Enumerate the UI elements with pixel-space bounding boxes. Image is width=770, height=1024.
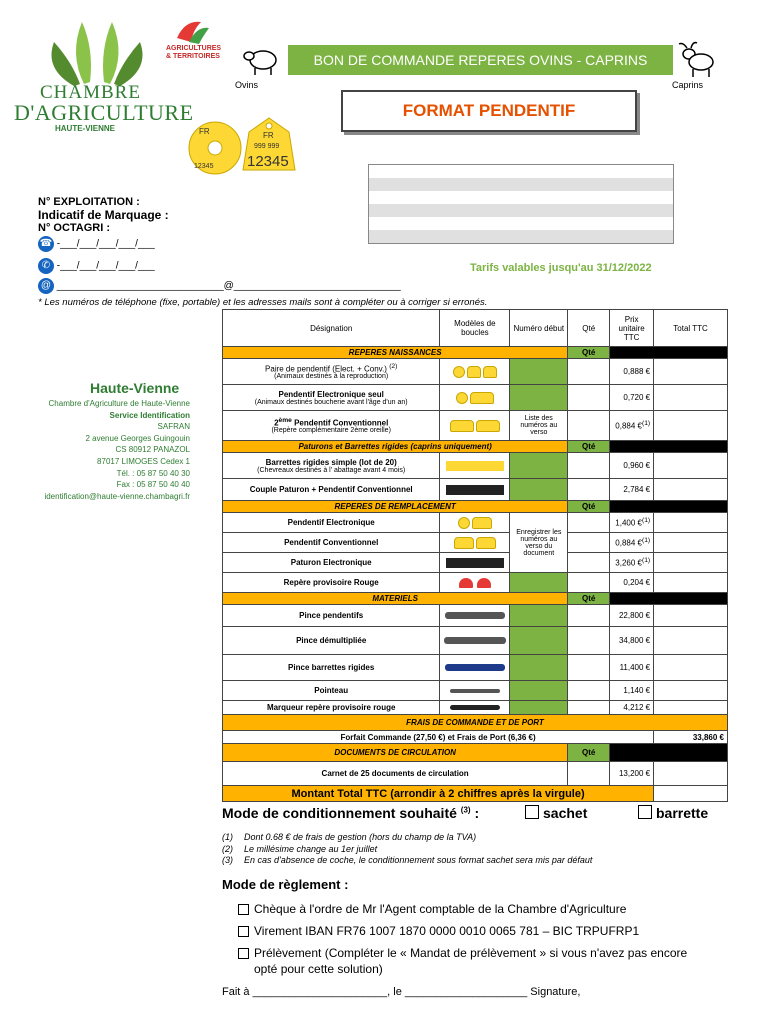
total-cell[interactable] <box>654 681 728 701</box>
flag-tag-fr: FR <box>263 131 274 140</box>
col-modeles: Modèles de boucles <box>440 310 510 347</box>
total-label: Montant Total TTC (arrondir à 2 chiffres après la virgule) <box>223 786 654 802</box>
flag-tag-num: 12345 <box>247 153 289 170</box>
table-row: Repère provisoire Rouge 0,204 € <box>223 573 728 593</box>
table-row: 2ème Pendentif Conventionnel (Repère complémentaire 2ème oreille) Liste des numéros au verso 0,884 €$^{(1)}$ <box>223 411 728 441</box>
section-row: REPERES DE REMPLACEMENT Qté <box>223 501 728 513</box>
header-title: BON DE COMMANDE REPERES OVINS - CAPRINS <box>288 45 673 75</box>
section-row: DOCUMENTS DE CIRCULATION Qté <box>223 744 728 762</box>
email-icon: @ <box>38 278 54 294</box>
marker-icon <box>440 701 510 715</box>
qty-input[interactable] <box>568 513 610 533</box>
footnotes: (1) Dont 0.68 € de frais de gestion (hors du champ de la TVA) (2) Le millésime change au 1er juillet (3) En cas d'absence de coche, le conditionnement sous format sachet sera mis par défaut <box>222 832 593 865</box>
section-naissances: REPERES NAISSANCES <box>223 347 568 359</box>
total-cell[interactable] <box>654 655 728 681</box>
total-cell[interactable] <box>654 573 728 593</box>
virement-option[interactable]: Virement IBAN FR76 1007 1870 0000 0010 0065 781 – BIC TRPUFRP1 <box>238 924 639 938</box>
sachet-option[interactable]: sachet <box>525 805 587 821</box>
qty-input[interactable] <box>568 411 610 441</box>
qty-input[interactable] <box>568 479 610 501</box>
total-cell[interactable] <box>654 701 728 715</box>
col-numero: Numéro début <box>510 310 568 347</box>
qty-input[interactable] <box>568 359 610 385</box>
total-cell[interactable] <box>654 762 728 786</box>
pendant-pair-image <box>440 359 510 385</box>
table-row: Paturon Electronique 3,260 €$^{(1)}$ <box>223 553 728 573</box>
identity-labels <box>38 196 169 235</box>
section-frais: FRAIS DE COMMANDE ET DE PORT <box>223 715 728 731</box>
awl-icon <box>440 681 510 701</box>
phone-icon: ☎ <box>38 236 54 252</box>
table-row: Pince pendentifs 22,800 € <box>223 605 728 627</box>
agri-logo-text: AGRICULTURES & TERRITOIRES <box>166 45 222 60</box>
contact-note: * Les numéros de téléphone (fixe, portable) et les adresses mails sont à compléter ou à corriger si erronés. <box>38 297 488 308</box>
qty-input[interactable] <box>568 701 610 715</box>
total-row <box>223 786 728 802</box>
prelevement-checkbox[interactable] <box>238 948 249 959</box>
section-row: Paturons et Barrettes rigides (caprins uniquement) Qté <box>223 441 728 453</box>
qty-input[interactable] <box>568 385 610 411</box>
paturon-image <box>440 479 510 501</box>
sheep-icon <box>241 40 281 78</box>
email-field[interactable]: ______________________________@______________________________ <box>56 280 401 292</box>
virement-checkbox[interactable] <box>238 926 249 937</box>
logo-name-line3: HAUTE-VIENNE <box>55 124 116 133</box>
goat-icon <box>677 40 717 80</box>
col-qte: Qté <box>568 310 610 347</box>
conditionnement-label: Mode de conditionnement souhaité $^{(3)}$ : <box>222 805 480 821</box>
table-row: Pointeau 1,140 € <box>223 681 728 701</box>
mobile-phone-icon: ✆ <box>38 258 54 274</box>
table-row: Pendentif Conventionnel 0,884 €$^{(1)}$ <box>223 533 728 553</box>
order-table <box>222 309 728 802</box>
qty-input[interactable] <box>568 762 610 786</box>
col-prix: Prix unitaire TTC <box>610 310 654 347</box>
table-row: Couple Paturon + Pendentif Conventionnel 2,784 € <box>223 479 728 501</box>
signature-line[interactable]: Fait à ______________________, le ____________________ Signature, <box>222 986 581 998</box>
phone-mobile-row[interactable] <box>38 258 155 274</box>
logo-name-line2: D'AGRICULTURE <box>14 100 194 125</box>
phone-fixed-field[interactable]: -___/___/___/___/___ <box>56 238 155 250</box>
total-cell[interactable] <box>654 385 728 411</box>
tarifs-validity: Tarifs valables jusqu'au 31/12/2022 <box>470 262 652 274</box>
electronic-tag-image <box>440 385 510 411</box>
qty-input[interactable] <box>568 681 610 701</box>
prelevement-option[interactable]: Prélèvement (Compléter le « Mandat de prélèvement » si vous n'avez pas encore <box>238 946 687 960</box>
format-title: FORMAT PENDENTIF <box>341 90 637 132</box>
email-row[interactable] <box>38 278 401 294</box>
table-row: Pince barrettes rigides 11,400 € <box>223 655 728 681</box>
pliers-icon <box>440 655 510 681</box>
ovins-label: Ovins <box>235 80 259 90</box>
grand-total-cell[interactable] <box>654 786 728 802</box>
section-row: MATERIELS Qté <box>223 593 728 605</box>
indicatif-label: Indicatif de Marquage : <box>38 208 169 222</box>
qty-input[interactable] <box>568 553 610 573</box>
sidebar-title: Haute-Vienne <box>90 380 180 396</box>
conventional-tag-image <box>440 411 510 441</box>
section-paturons: Paturons et Barrettes rigides (caprins uniquement) <box>223 441 568 453</box>
total-cell[interactable] <box>654 605 728 627</box>
exploitation-label: N° EXPLOITATION : <box>38 196 140 208</box>
ear-tags-preview <box>187 112 307 178</box>
table-header-row <box>223 310 728 347</box>
flag-tag-code: 999 999 <box>254 143 280 150</box>
prelevement-line2: opté pour cette solution) <box>254 962 383 976</box>
qty-input[interactable] <box>568 605 610 627</box>
row-paire-label: Paire de pendentif (Elect. + Conv.) <box>265 364 387 374</box>
barrettes-image <box>440 453 510 479</box>
reglement-label: Mode de règlement : <box>222 877 349 892</box>
barrette-checkbox[interactable] <box>638 805 652 819</box>
sachet-checkbox[interactable] <box>525 805 539 819</box>
phone-fixed-row[interactable] <box>38 236 155 252</box>
exploitation-info-box[interactable] <box>368 164 674 244</box>
section-materiels: MATERIELS <box>223 593 568 605</box>
red-tag-image <box>440 573 510 593</box>
table-row: Pince démultipliée 34,800 € <box>223 627 728 655</box>
section-remplacement: REPERES DE REMPLACEMENT <box>223 501 568 513</box>
qty-input[interactable] <box>568 655 610 681</box>
qty-input[interactable] <box>568 453 610 479</box>
table-row: Paire de pendentif (Elect. + Conv.) $^{(2)}$ (Animaux destinés à la reproduction) 0,888 € <box>223 359 728 385</box>
table-row: Forfait Commande (27,50 €) et Frais de Port (6,36 €) 33,860 € <box>223 731 728 744</box>
liste-numeros-note: Liste des numéros au verso <box>510 411 568 441</box>
sidebar-address: Chambre d'Agriculture de Haute-Vienne Service Identification SAFRAN 2 avenue Georges Guingouin CS 80912 PANAZOL 87017 LIMOGES Cedex 1 Tél. : 05 87 50 40 30 Fax : 05 87 50 40 40 identification@haute-vienne.chambagri.fr <box>44 399 190 501</box>
table-row: Pendentif Electronique Enregistrer les numéros au verso du document 1,400 €$^{(1)}$ <box>223 513 728 533</box>
col-designation: Désignation <box>223 310 440 347</box>
qty-input[interactable] <box>568 627 610 655</box>
total-cell[interactable] <box>654 513 728 533</box>
total-cell[interactable] <box>654 553 728 573</box>
logo-name-line1: CHAMBRE <box>40 82 141 103</box>
total-cell[interactable] <box>654 411 728 441</box>
round-tag-num: 12345 <box>194 163 214 170</box>
section-row <box>223 347 728 359</box>
enregistrer-note: Enregistrer les numéros au verso du document <box>510 513 568 573</box>
table-row: Barrettes rigides simple (lot de 20) (Chevreaux destinés à l' abattage avant 4 mois) 0,960 € <box>223 453 728 479</box>
round-tag-fr: FR <box>199 127 210 136</box>
octagri-label: N° OCTAGRI : <box>38 222 111 234</box>
pliers-icon <box>440 627 510 655</box>
total-cell[interactable] <box>654 453 728 479</box>
pliers-icon <box>440 605 510 627</box>
total-cell[interactable] <box>654 359 728 385</box>
table-row: Carnet de 25 documents de circulation 13,200 € <box>223 762 728 786</box>
section-row <box>223 715 728 731</box>
cheque-option[interactable]: Chèque à l'ordre de Mr l'Agent comptable de la Chambre d'Agriculture <box>238 902 626 916</box>
qty-input[interactable] <box>568 533 610 553</box>
caprins-label: Caprins <box>672 80 704 90</box>
col-total: Total TTC <box>654 310 728 347</box>
table-row: Marqueur repère provisoire rouge 4,212 € <box>223 701 728 715</box>
qte-header: Qté <box>568 347 610 359</box>
total-cell[interactable] <box>654 479 728 501</box>
section-documents: DOCUMENTS DE CIRCULATION <box>223 744 568 762</box>
barrette-option[interactable]: barrette <box>638 805 708 821</box>
total-cell[interactable] <box>654 533 728 553</box>
cheque-checkbox[interactable] <box>238 904 249 915</box>
phone-mobile-field[interactable]: -___/___/___/___/___ <box>56 260 155 272</box>
total-cell[interactable] <box>654 627 728 655</box>
qty-input[interactable] <box>568 573 610 593</box>
table-row: Pendentif Electronique seul (Animaux destinés boucherie avant l'âge d'un an) 0,720 € <box>223 385 728 411</box>
